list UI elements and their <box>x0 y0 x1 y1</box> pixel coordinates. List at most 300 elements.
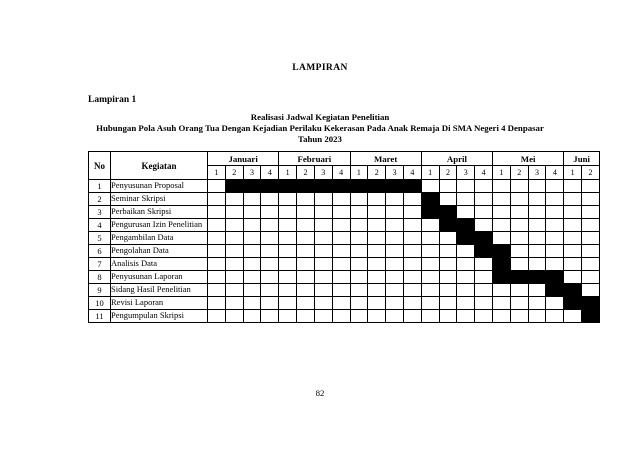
table-title-line2: Hubungan Pola Asuh Orang Tua Dengan Kejadian Perilaku Kekerasan Pada Anak Remaja Di SMA Negeri 4 Denpasar <box>96 123 544 133</box>
gantt-cell-empty <box>368 206 386 219</box>
gantt-cell-empty <box>332 193 350 206</box>
gantt-cell-empty <box>279 219 297 232</box>
gantt-cell-empty <box>350 310 368 323</box>
gantt-cell-empty <box>528 206 546 219</box>
gantt-cell-empty <box>528 245 546 258</box>
gantt-cell-filled <box>421 206 439 219</box>
month-header-row <box>89 152 600 166</box>
gantt-cell-empty <box>457 180 475 193</box>
gantt-cell-empty <box>457 206 475 219</box>
gantt-cell-empty <box>243 232 261 245</box>
gantt-cell-empty <box>243 258 261 271</box>
gantt-cell-empty <box>457 258 475 271</box>
gantt-cell-empty <box>564 271 582 284</box>
row-number: 11 <box>89 310 111 323</box>
gantt-cell-empty <box>332 206 350 219</box>
table-row <box>89 310 600 323</box>
gantt-cell-empty <box>368 271 386 284</box>
gantt-cell-empty <box>582 193 600 206</box>
gantt-cell-empty <box>439 193 457 206</box>
gantt-cell-empty <box>261 245 279 258</box>
week-header: 4 <box>403 166 421 180</box>
table-row <box>89 193 600 206</box>
gantt-cell-filled <box>528 271 546 284</box>
gantt-cell-filled <box>546 271 564 284</box>
gantt-cell-empty <box>386 232 404 245</box>
week-header: 1 <box>493 166 511 180</box>
gantt-cell-empty <box>528 180 546 193</box>
gantt-cell-empty <box>510 258 528 271</box>
row-number: 5 <box>89 232 111 245</box>
gantt-cell-empty <box>243 193 261 206</box>
table-row <box>89 232 600 245</box>
gantt-cell-empty <box>314 271 332 284</box>
gantt-cell-filled <box>297 180 315 193</box>
gantt-cell-empty <box>564 193 582 206</box>
gantt-cell-filled <box>421 193 439 206</box>
gantt-cell-empty <box>261 193 279 206</box>
gantt-cell-filled <box>493 271 511 284</box>
gantt-cell-empty <box>421 245 439 258</box>
gantt-cell-empty <box>297 284 315 297</box>
gantt-cell-empty <box>243 297 261 310</box>
gantt-cell-empty <box>510 232 528 245</box>
gantt-cell-empty <box>350 297 368 310</box>
gantt-cell-empty <box>439 232 457 245</box>
gantt-cell-empty <box>332 284 350 297</box>
gantt-cell-empty <box>439 297 457 310</box>
gantt-cell-empty <box>261 232 279 245</box>
week-header: 1 <box>421 166 439 180</box>
gantt-cell-empty <box>564 232 582 245</box>
gantt-cell-empty <box>386 284 404 297</box>
gantt-cell-empty <box>314 258 332 271</box>
month-header: Maret <box>350 152 421 166</box>
table-row <box>89 219 600 232</box>
activity-label: Analisis Data <box>111 258 208 271</box>
activity-label: Revisi Laporan <box>111 297 208 310</box>
gantt-cell-empty <box>546 180 564 193</box>
row-number: 4 <box>89 219 111 232</box>
gantt-cell-filled <box>350 180 368 193</box>
gantt-cell-filled <box>546 284 564 297</box>
week-header: 4 <box>332 166 350 180</box>
gantt-cell-empty <box>528 232 546 245</box>
gantt-cell-empty <box>243 206 261 219</box>
gantt-cell-empty <box>528 297 546 310</box>
gantt-cell-empty <box>332 310 350 323</box>
gantt-cell-empty <box>546 206 564 219</box>
gantt-cell-empty <box>314 193 332 206</box>
gantt-cell-empty <box>208 258 226 271</box>
row-number: 3 <box>89 206 111 219</box>
gantt-cell-empty <box>457 245 475 258</box>
gantt-cell-empty <box>475 271 493 284</box>
gantt-cell-empty <box>493 193 511 206</box>
gantt-cell-empty <box>421 232 439 245</box>
gantt-cell-empty <box>439 284 457 297</box>
gantt-cell-empty <box>368 258 386 271</box>
activity-label: Seminar Skripsi <box>111 193 208 206</box>
gantt-cell-empty <box>314 245 332 258</box>
gantt-cell-empty <box>314 232 332 245</box>
gantt-cell-empty <box>421 284 439 297</box>
gantt-cell-empty <box>208 232 226 245</box>
table-row <box>89 284 600 297</box>
gantt-cell-empty <box>332 258 350 271</box>
gantt-cell-empty <box>475 180 493 193</box>
gantt-cell-empty <box>475 284 493 297</box>
row-number: 6 <box>89 245 111 258</box>
gantt-cell-empty <box>225 245 243 258</box>
gantt-cell-empty <box>314 206 332 219</box>
gantt-cell-empty <box>493 180 511 193</box>
week-header: 2 <box>225 166 243 180</box>
gantt-cell-empty <box>368 297 386 310</box>
gantt-cell-empty <box>439 258 457 271</box>
activity-label: Pengolahan Data <box>111 245 208 258</box>
gantt-cell-empty <box>350 258 368 271</box>
month-header: Februari <box>279 152 350 166</box>
gantt-cell-empty <box>421 180 439 193</box>
activity-label: Perbaikan Skripsi <box>111 206 208 219</box>
gantt-cell-empty <box>510 219 528 232</box>
gantt-cell-empty <box>457 271 475 284</box>
gantt-cell-empty <box>279 245 297 258</box>
gantt-cell-empty <box>582 219 600 232</box>
month-header: Mei <box>493 152 564 166</box>
gantt-cell-empty <box>208 297 226 310</box>
gantt-cell-empty <box>510 245 528 258</box>
gantt-cell-empty <box>493 310 511 323</box>
gantt-cell-empty <box>403 193 421 206</box>
gantt-cell-empty <box>439 271 457 284</box>
gantt-cell-empty <box>403 219 421 232</box>
gantt-cell-filled <box>243 180 261 193</box>
table-row <box>89 180 600 193</box>
week-header: 4 <box>546 166 564 180</box>
gantt-cell-empty <box>475 297 493 310</box>
row-number: 8 <box>89 271 111 284</box>
table-row <box>89 271 600 284</box>
gantt-cell-empty <box>475 219 493 232</box>
gantt-cell-empty <box>386 258 404 271</box>
gantt-cell-filled <box>386 180 404 193</box>
gantt-cell-empty <box>208 271 226 284</box>
gantt-cell-empty <box>368 310 386 323</box>
gantt-cell-empty <box>314 297 332 310</box>
gantt-cell-filled <box>493 258 511 271</box>
gantt-cell-empty <box>439 310 457 323</box>
week-header: 2 <box>582 166 600 180</box>
activity-label: Pengumpulan Skripsi <box>111 310 208 323</box>
gantt-cell-empty <box>510 180 528 193</box>
gantt-cell-empty <box>528 258 546 271</box>
gantt-cell-filled <box>457 219 475 232</box>
gantt-cell-empty <box>279 310 297 323</box>
page-heading: LAMPIRAN <box>292 63 348 73</box>
lampiran-label: Lampiran 1 <box>88 95 137 105</box>
activity-label: Pengurusan Izin Penelitian <box>111 219 208 232</box>
gantt-cell-empty <box>421 297 439 310</box>
gantt-cell-filled <box>457 232 475 245</box>
gantt-cell-filled <box>475 232 493 245</box>
gantt-cell-empty <box>279 271 297 284</box>
gantt-cell-empty <box>350 206 368 219</box>
gantt-cell-empty <box>225 284 243 297</box>
gantt-cell-empty <box>421 219 439 232</box>
week-header: 2 <box>510 166 528 180</box>
activity-label: Penyusunan Laporan <box>111 271 208 284</box>
row-number: 7 <box>89 258 111 271</box>
table-row <box>89 297 600 310</box>
week-header: 3 <box>243 166 261 180</box>
gantt-cell-empty <box>403 284 421 297</box>
gantt-cell-empty <box>332 271 350 284</box>
gantt-cell-empty <box>208 193 226 206</box>
week-header: 1 <box>279 166 297 180</box>
gantt-cell-empty <box>528 284 546 297</box>
gantt-cell-empty <box>582 258 600 271</box>
gantt-cell-empty <box>225 258 243 271</box>
gantt-cell-empty <box>403 232 421 245</box>
gantt-cell-empty <box>261 310 279 323</box>
gantt-cell-filled <box>332 180 350 193</box>
gantt-cell-empty <box>297 258 315 271</box>
week-header: 3 <box>386 166 404 180</box>
gantt-cell-empty <box>279 232 297 245</box>
gantt-cell-empty <box>528 310 546 323</box>
gantt-cell-empty <box>350 284 368 297</box>
week-header: 2 <box>439 166 457 180</box>
gantt-cell-empty <box>243 271 261 284</box>
schedule-table <box>88 151 600 323</box>
gantt-cell-empty <box>564 310 582 323</box>
table-head <box>89 152 600 180</box>
gantt-cell-empty <box>475 310 493 323</box>
gantt-cell-empty <box>582 206 600 219</box>
gantt-cell-filled <box>314 180 332 193</box>
gantt-cell-empty <box>457 193 475 206</box>
gantt-cell-empty <box>261 284 279 297</box>
gantt-cell-empty <box>493 297 511 310</box>
row-number: 1 <box>89 180 111 193</box>
gantt-cell-empty <box>510 310 528 323</box>
gantt-cell-empty <box>386 206 404 219</box>
gantt-cell-empty <box>403 245 421 258</box>
gantt-cell-empty <box>528 193 546 206</box>
gantt-cell-empty <box>457 297 475 310</box>
gantt-cell-empty <box>582 232 600 245</box>
gantt-cell-empty <box>297 297 315 310</box>
gantt-cell-empty <box>279 284 297 297</box>
table-body <box>89 180 600 323</box>
gantt-cell-empty <box>208 219 226 232</box>
gantt-cell-empty <box>403 297 421 310</box>
gantt-cell-empty <box>208 245 226 258</box>
gantt-cell-empty <box>350 193 368 206</box>
gantt-cell-empty <box>546 310 564 323</box>
gantt-cell-empty <box>546 232 564 245</box>
gantt-cell-empty <box>279 206 297 219</box>
gantt-cell-filled <box>439 219 457 232</box>
gantt-cell-empty <box>510 297 528 310</box>
gantt-cell-empty <box>475 206 493 219</box>
gantt-cell-empty <box>350 219 368 232</box>
gantt-cell-empty <box>582 180 600 193</box>
gantt-cell-empty <box>208 284 226 297</box>
col-header-kegiatan: Kegiatan <box>111 152 208 180</box>
gantt-cell-empty <box>208 310 226 323</box>
gantt-cell-empty <box>386 219 404 232</box>
table-title-line1: Realisasi Jadwal Kegiatan Penelitian <box>250 112 390 122</box>
table-row <box>89 245 600 258</box>
gantt-cell-empty <box>243 245 261 258</box>
gantt-cell-empty <box>457 310 475 323</box>
col-header-no: No <box>89 152 111 180</box>
gantt-cell-filled <box>510 271 528 284</box>
gantt-cell-empty <box>297 271 315 284</box>
table-title-line3: Tahun 2023 <box>298 134 342 144</box>
gantt-cell-filled <box>564 284 582 297</box>
gantt-cell-empty <box>332 297 350 310</box>
gantt-cell-empty <box>350 232 368 245</box>
gantt-cell-empty <box>421 310 439 323</box>
gantt-cell-empty <box>403 310 421 323</box>
gantt-cell-empty <box>386 193 404 206</box>
gantt-cell-empty <box>243 284 261 297</box>
gantt-cell-empty <box>279 193 297 206</box>
gantt-cell-empty <box>368 193 386 206</box>
gantt-cell-empty <box>510 284 528 297</box>
month-header: Januari <box>208 152 279 166</box>
month-header: April <box>421 152 492 166</box>
week-header: 4 <box>261 166 279 180</box>
gantt-cell-empty <box>421 258 439 271</box>
activity-label: Penyusunan Proposal <box>111 180 208 193</box>
gantt-cell-empty <box>528 219 546 232</box>
gantt-cell-empty <box>332 219 350 232</box>
gantt-cell-empty <box>564 206 582 219</box>
gantt-cell-empty <box>208 206 226 219</box>
table-title <box>0 112 640 145</box>
gantt-cell-filled <box>582 310 600 323</box>
gantt-cell-empty <box>261 297 279 310</box>
gantt-cell-empty <box>386 271 404 284</box>
gantt-cell-empty <box>297 219 315 232</box>
gantt-cell-filled <box>368 180 386 193</box>
gantt-cell-empty <box>225 297 243 310</box>
gantt-cell-filled <box>564 297 582 310</box>
gantt-cell-empty <box>297 232 315 245</box>
gantt-cell-empty <box>439 245 457 258</box>
gantt-cell-empty <box>493 219 511 232</box>
week-header: 4 <box>475 166 493 180</box>
gantt-cell-empty <box>546 258 564 271</box>
gantt-cell-empty <box>279 258 297 271</box>
gantt-cell-empty <box>208 180 226 193</box>
week-header: 1 <box>564 166 582 180</box>
gantt-cell-empty <box>225 219 243 232</box>
gantt-cell-empty <box>582 245 600 258</box>
gantt-cell-empty <box>546 193 564 206</box>
gantt-cell-empty <box>225 271 243 284</box>
activity-label: Pengambilan Data <box>111 232 208 245</box>
gantt-cell-empty <box>546 219 564 232</box>
gantt-cell-empty <box>582 284 600 297</box>
gantt-cell-empty <box>314 219 332 232</box>
gantt-cell-empty <box>564 219 582 232</box>
row-number: 10 <box>89 297 111 310</box>
gantt-cell-empty <box>421 271 439 284</box>
week-header: 3 <box>314 166 332 180</box>
row-number: 9 <box>89 284 111 297</box>
gantt-cell-empty <box>546 297 564 310</box>
gantt-cell-empty <box>493 232 511 245</box>
gantt-cell-filled <box>279 180 297 193</box>
gantt-cell-empty <box>475 193 493 206</box>
week-header: 2 <box>368 166 386 180</box>
gantt-cell-empty <box>386 245 404 258</box>
gantt-cell-filled <box>439 206 457 219</box>
gantt-cell-empty <box>493 284 511 297</box>
week-header: 3 <box>528 166 546 180</box>
gantt-cell-empty <box>403 258 421 271</box>
gantt-cell-empty <box>225 232 243 245</box>
gantt-cell-filled <box>225 180 243 193</box>
activity-label: Sidang Hasil Penelitian <box>111 284 208 297</box>
table-row <box>89 258 600 271</box>
gantt-cell-empty <box>314 284 332 297</box>
gantt-cell-empty <box>225 206 243 219</box>
gantt-cell-empty <box>546 245 564 258</box>
gantt-cell-empty <box>297 206 315 219</box>
month-header: Juni <box>564 152 600 166</box>
gantt-cell-empty <box>386 310 404 323</box>
gantt-cell-empty <box>386 297 404 310</box>
gantt-cell-empty <box>297 193 315 206</box>
gantt-cell-empty <box>243 219 261 232</box>
table-row <box>89 206 600 219</box>
gantt-cell-filled <box>403 180 421 193</box>
gantt-cell-empty <box>493 206 511 219</box>
gantt-cell-empty <box>564 258 582 271</box>
gantt-cell-empty <box>510 193 528 206</box>
gantt-cell-empty <box>279 297 297 310</box>
week-header: 1 <box>350 166 368 180</box>
gantt-cell-empty <box>243 310 261 323</box>
gantt-cell-empty <box>350 245 368 258</box>
gantt-cell-empty <box>457 284 475 297</box>
gantt-cell-empty <box>225 193 243 206</box>
gantt-cell-filled <box>582 297 600 310</box>
gantt-cell-empty <box>261 271 279 284</box>
gantt-cell-filled <box>493 245 511 258</box>
gantt-cell-empty <box>314 310 332 323</box>
gantt-cell-empty <box>332 245 350 258</box>
gantt-cell-empty <box>225 310 243 323</box>
gantt-cell-empty <box>261 206 279 219</box>
week-header: 2 <box>297 166 315 180</box>
gantt-cell-empty <box>332 232 350 245</box>
gantt-cell-empty <box>510 206 528 219</box>
gantt-cell-empty <box>403 271 421 284</box>
row-number: 2 <box>89 193 111 206</box>
gantt-cell-empty <box>564 245 582 258</box>
gantt-cell-empty <box>350 271 368 284</box>
gantt-cell-filled <box>261 180 279 193</box>
week-header: 1 <box>208 166 226 180</box>
